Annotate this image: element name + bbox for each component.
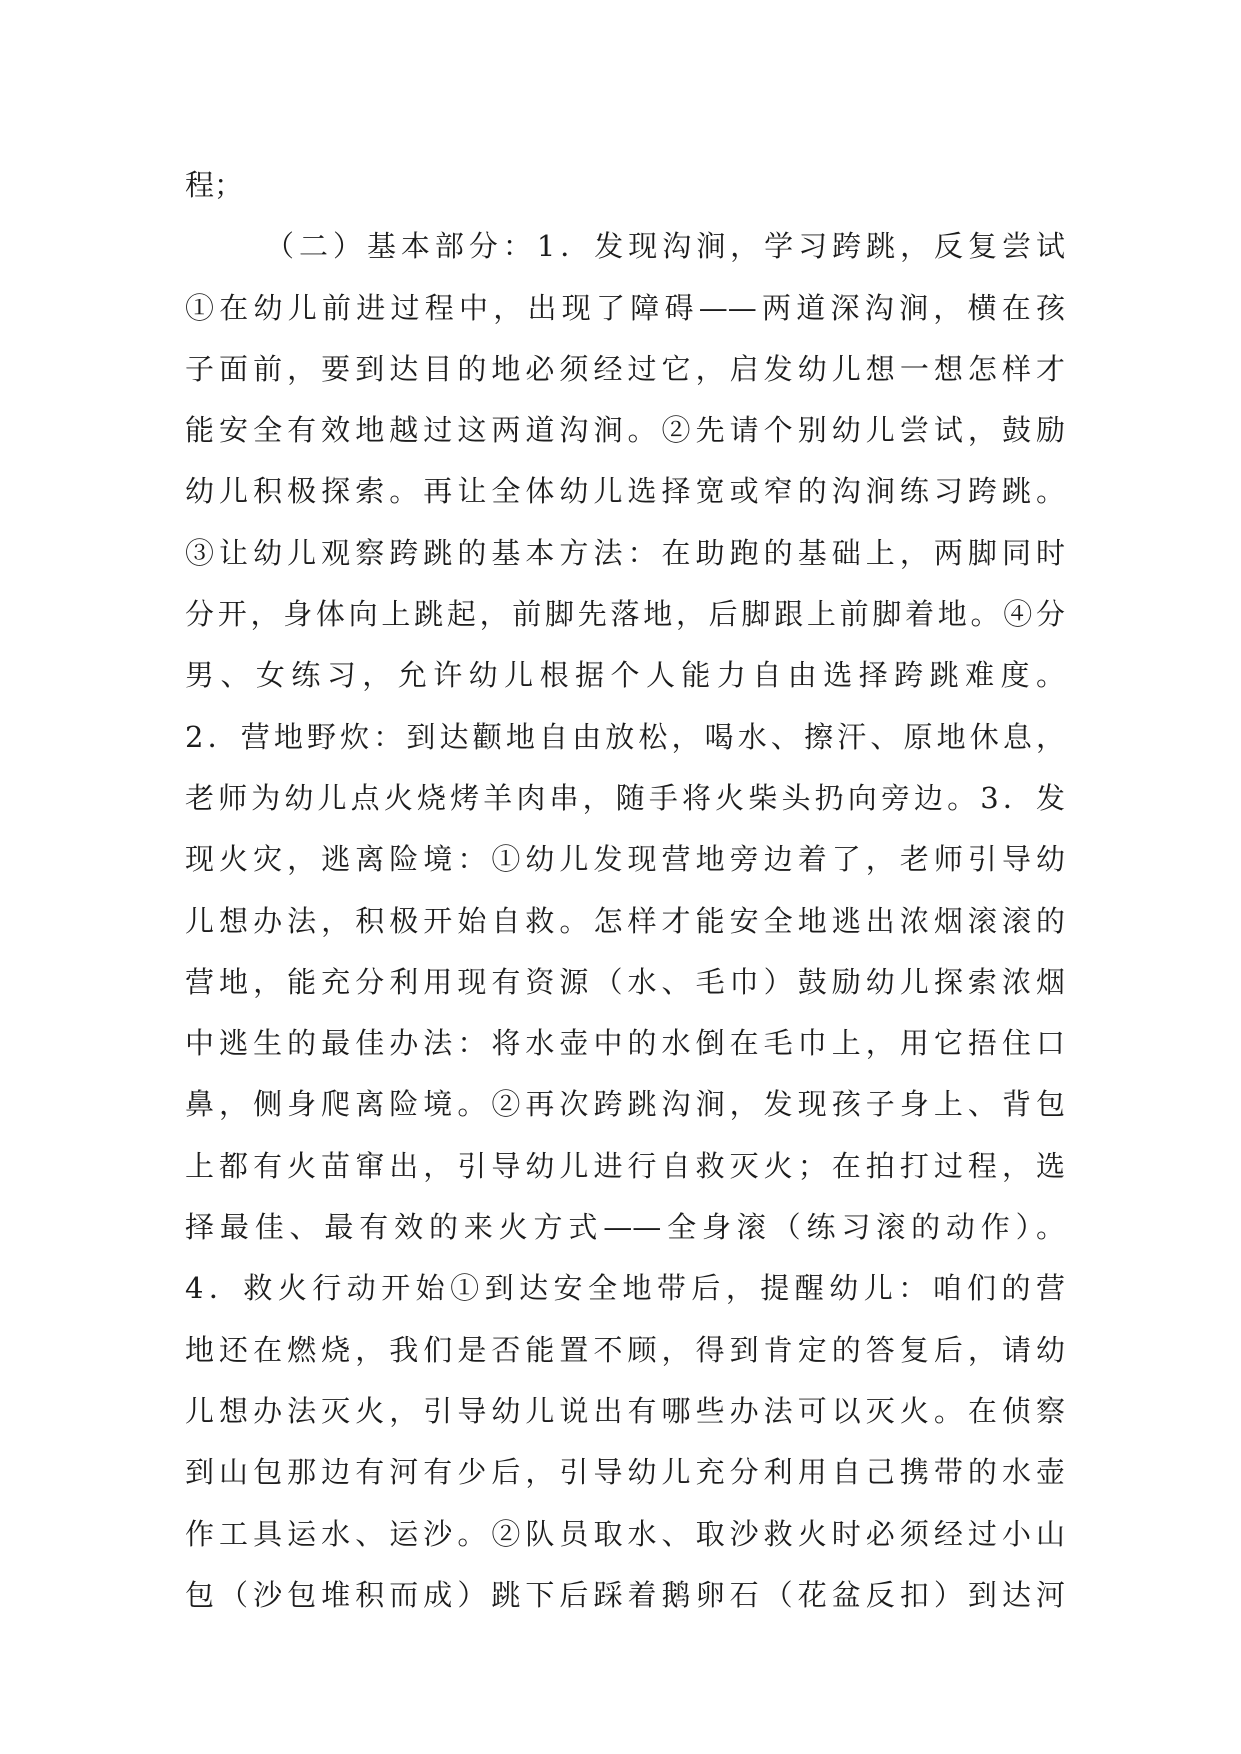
text-line: 作工具运水、运沙。②队员取水、取沙救火时必须经过小山 <box>185 1516 1065 1551</box>
text-line: 上都有火苗窜出，引导幼儿进行自救灭火；在拍打过程，选 <box>185 1148 1065 1183</box>
text-line: 程； <box>185 168 244 202</box>
text-line: 中逃生的最佳办法：将水壶中的水倒在毛巾上，用它捂住口 <box>185 1026 1065 1061</box>
text-line: 4．救火行动开始①到达安全地带后，提醒幼儿：咱们的营 <box>185 1271 1065 1306</box>
text-line: 现火灾，逃离险境：①幼儿发现营地旁边着了，老师引导幼 <box>185 842 1065 877</box>
text-line: 2．营地野炊：到达颧地自由放松，喝水、擦汗、原地休息， <box>185 719 1065 754</box>
text-line: 到山包那边有河有少后，引导幼儿充分利用自己携带的水壶 <box>185 1455 1065 1490</box>
text-line: 幼儿积极探索。再让全体幼儿选择宽或窄的沟涧练习跨跳。 <box>185 474 1065 509</box>
text-line: 男、女练习，允许幼儿根据个人能力自由选择跨跳难度。 <box>185 658 1065 693</box>
text-line: 鼻，侧身爬离险境。②再次跨跳沟涧，发现孩子身上、背包 <box>185 1087 1065 1122</box>
text-line: 子面前，要到达目的地必须经过它，启发幼儿想一想怎样才 <box>185 351 1065 386</box>
section-heading-line: （二）基本部分：1．发现沟涧，学习跨跳，反复尝试 <box>265 229 1065 264</box>
body-text <box>185 155 1065 1626</box>
text-line: 儿想办法，积极开始自救。怎样才能安全地逃出浓烟滚滚的 <box>185 903 1065 938</box>
text-line: 包（沙包堆积而成）跳下后踩着鹅卵石（花盆反扣）到达河 <box>185 1577 1065 1612</box>
text-line: 择最佳、最有效的来火方式——全身滚（练习滚的动作）。 <box>185 1210 1065 1245</box>
text-line: 地还在燃烧，我们是否能置不顾，得到肯定的答复后，请幼 <box>185 1332 1065 1367</box>
text-line: 儿想办法灭火，引导幼儿说出有哪些办法可以灭火。在侦察 <box>185 1393 1065 1428</box>
text-line: 分开，身体向上跳起，前脚先落地，后脚跟上前脚着地。④分 <box>185 597 1065 632</box>
text-line: 老师为幼儿点火烧烤羊肉串，随手将火柴头扔向旁边。3．发 <box>185 780 1065 815</box>
text-line: ①在幼儿前进过程中，出现了障碍——两道深沟涧，横在孩 <box>185 290 1065 325</box>
text-line: 能安全有效地越过这两道沟涧。②先请个别幼儿尝试，鼓励 <box>185 413 1065 448</box>
text-line: ③让幼儿观察跨跳的基本方法：在助跑的基础上，两脚同时 <box>185 535 1065 570</box>
text-line: 营地，能充分利用现有资源（水、毛巾）鼓励幼儿探索浓烟 <box>185 964 1065 999</box>
